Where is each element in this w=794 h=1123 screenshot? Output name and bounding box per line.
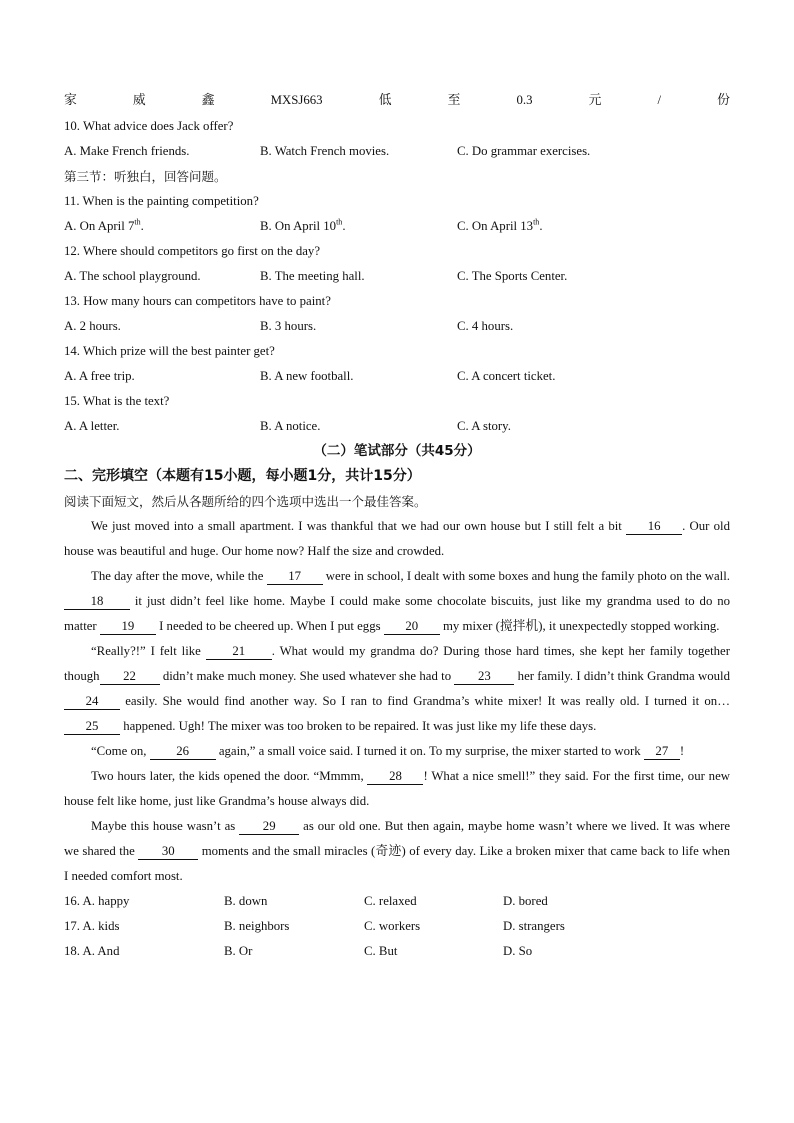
blank-30: 30 <box>138 843 198 860</box>
passage-paragraph-6: Maybe this house wasn’t as 29 as our old one. But then again, maybe home wasn’t where we lived. It was where we shared the 30 moments and the small miracles (奇迹) of every day. Like a broken mixer that came back to life when I needed comfort most. <box>64 819 731 883</box>
choice: B. Or <box>224 944 253 958</box>
option: A. Make French friends. <box>64 144 190 158</box>
blank-23: 23 <box>454 668 514 685</box>
option: C. The Sports Center. <box>457 269 568 283</box>
choice: D. bored <box>503 894 548 908</box>
header-char: 鑫 <box>201 93 215 107</box>
blank-29: 29 <box>239 818 299 835</box>
choices-18 <box>64 939 730 964</box>
header-watermark-line <box>64 86 730 114</box>
passage-paragraph-2: The day after the move, while the 17 were in school, I dealt with some boxes and hung the family photo on the wall. 18 it just didn’t feel like home. Maybe I could make some chocolate biscuits, just like my grandma used to do no matter 19 I needed to be cheered up. When I put eggs 20 my mixer (搅拌机), it unexpectedly stopped working. <box>64 569 730 633</box>
option: B. The meeting hall. <box>260 269 365 283</box>
header-char: MXSJ663 <box>270 93 323 107</box>
option: B. Watch French movies. <box>260 144 390 158</box>
choices-16 <box>64 889 730 914</box>
question-15: 15. What is the text? <box>64 394 170 408</box>
choice: D. So <box>503 944 533 958</box>
blank-16: 16 <box>626 518 682 535</box>
option: A. 2 hours. <box>64 319 121 333</box>
option: A. A letter. <box>64 419 120 433</box>
choice: C. relaxed <box>364 894 417 908</box>
question-10: 10. What advice does Jack offer? <box>64 119 234 133</box>
blank-28: 28 <box>367 768 423 785</box>
option: B. A new football. <box>260 369 354 383</box>
choice: 17. A. kids <box>64 919 120 933</box>
blank-22: 22 <box>100 668 160 685</box>
header-char: 份 <box>717 93 730 107</box>
header-char: 低 <box>378 93 392 107</box>
question-11: 11. When is the painting competition? <box>64 194 259 208</box>
section-3-title: 第三节：听独白，回答问题。 <box>64 169 227 184</box>
question-14: 14. Which prize will the best painter get? <box>64 344 275 358</box>
option: C. On April 13th. <box>457 217 543 233</box>
exam-page <box>64 86 730 964</box>
option: C. 4 hours. <box>457 319 514 333</box>
blank-21: 21 <box>206 643 272 660</box>
blank-17: 17 <box>267 568 323 585</box>
options-12 <box>64 264 730 289</box>
choices-17 <box>64 914 730 939</box>
option: B. On April 10th. <box>260 217 346 233</box>
header-char: 家 <box>64 93 77 107</box>
options-15 <box>64 414 730 439</box>
option: B. A notice. <box>260 419 321 433</box>
options-10 <box>64 139 730 164</box>
choice: C. But <box>364 944 398 958</box>
header-char: 威 <box>132 93 146 107</box>
written-part-title: （二）笔试部分（共45分） <box>313 443 481 459</box>
blank-26: 26 <box>150 743 216 760</box>
passage-paragraph-3: “Really?!” I felt like 21 . What would my grandma do? During those hard times, she kept her family together though 22 didn’t make much money. She used whatever she had to 23 her family. I didn’t think Grandma would 24 easily. She would find another way. So I ran to find Grandma’s white mixer! It was really old. I turned it on… 25 happened. Ugh! The mixer was too broken to be repaired. It was just like my life these days. <box>64 644 730 733</box>
options-14 <box>64 364 730 389</box>
option: C. Do grammar exercises. <box>457 144 591 158</box>
passage-paragraph-4: “Come on, 26 again,” a small voice said. I turned it on. To my surprise, the mixer started to work 27 ! <box>91 744 685 758</box>
option: A. A free trip. <box>64 369 135 383</box>
blank-25: 25 <box>64 718 120 735</box>
header-char: 元 <box>588 93 602 107</box>
choice: 18. A. And <box>64 944 120 958</box>
choice: 16. A. happy <box>64 894 130 908</box>
options-11 <box>64 214 730 239</box>
blank-24: 24 <box>64 693 120 710</box>
choice: C. workers <box>364 919 421 933</box>
header-char: / <box>657 93 662 107</box>
header-char: 至 <box>447 93 461 107</box>
option: B. 3 hours. <box>260 319 317 333</box>
choice: D. strangers <box>503 919 565 933</box>
blank-19: 19 <box>100 618 156 635</box>
passage-paragraph-5: Two hours later, the kids opened the door. “Mmmm, 28 ! What a nice smell!” they said. For the first time, our new house felt like home, just like Grandma’s house always did. <box>64 769 730 808</box>
option: C. A concert ticket. <box>457 369 556 383</box>
choice: B. down <box>224 894 268 908</box>
blank-18: 18 <box>64 593 130 610</box>
options-13 <box>64 314 730 339</box>
question-12: 12. Where should competitors go first on the day? <box>64 244 321 258</box>
question-13: 13. How many hours can competitors have to paint? <box>64 294 331 308</box>
blank-27: 27 <box>644 743 680 760</box>
header-char: 0.3 <box>516 93 533 107</box>
option: C. A story. <box>457 419 511 433</box>
choice: B. neighbors <box>224 919 290 933</box>
passage-paragraph-1: We just moved into a small apartment. I was thankful that we had our own house but I still felt a bit 16 . Our old house was beautiful and huge. Our home now? Half the size and crowded. <box>64 519 730 558</box>
cloze-instruction: 阅读下面短文，然后从各题所给的四个选项中选出一个最佳答案。 <box>64 494 427 509</box>
option: A. On April 7th. <box>64 217 144 233</box>
blank-20: 20 <box>384 618 440 635</box>
option: A. The school playground. <box>64 269 201 283</box>
cloze-title: 二、完形填空（本题有15小题，每小题1分，共计15分） <box>64 468 421 484</box>
